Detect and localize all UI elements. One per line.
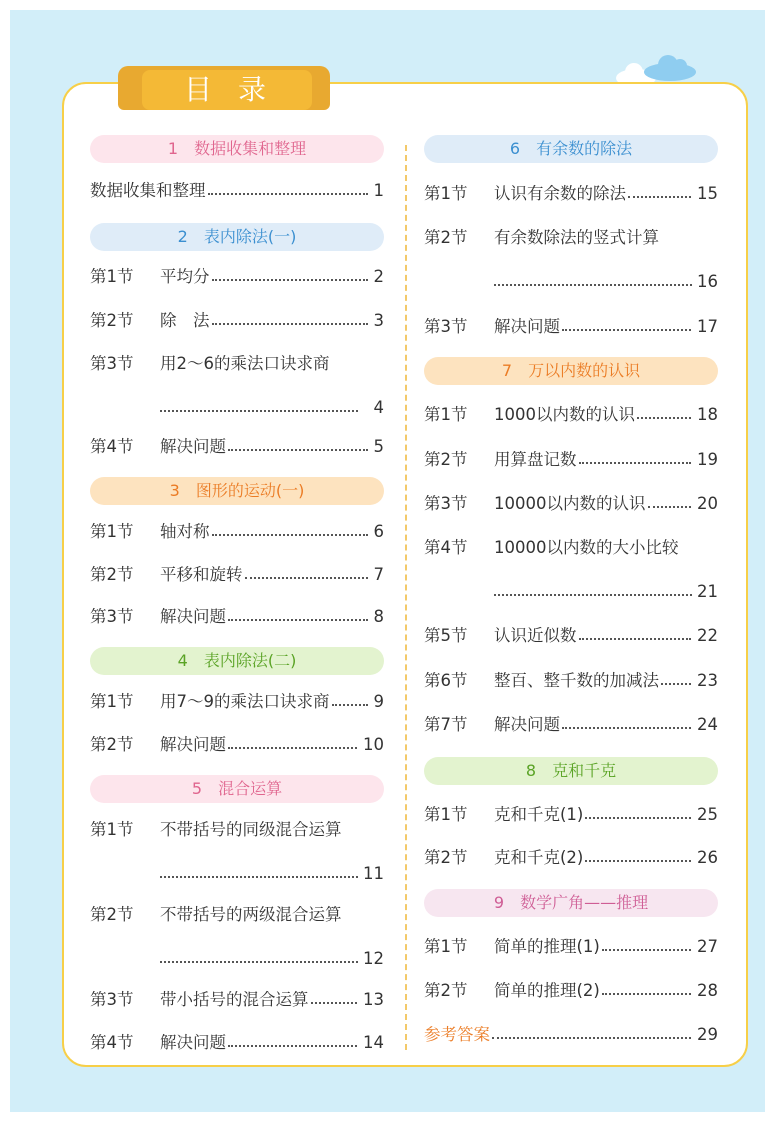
entry-title: 有余数除法的竖式计算 bbox=[494, 228, 659, 247]
page-number: 6 bbox=[373, 522, 384, 541]
section-number: 第1节 bbox=[424, 405, 468, 424]
section-number: 第5节 bbox=[424, 626, 468, 645]
page-number: 11 bbox=[363, 864, 384, 883]
toc-entry[interactable] bbox=[424, 669, 718, 693]
entry-title: 带小括号的混合运算 bbox=[160, 990, 309, 1009]
page-number: 23 bbox=[697, 671, 718, 690]
toc-entry[interactable] bbox=[90, 520, 384, 544]
page-number: 24 bbox=[697, 715, 718, 734]
toc-entry[interactable] bbox=[90, 903, 384, 971]
section-number: 第1节 bbox=[90, 522, 134, 541]
toc-entry[interactable] bbox=[90, 179, 384, 203]
entry-title: 10000以内数的认识 bbox=[494, 494, 646, 513]
section-number: 第7节 bbox=[424, 715, 468, 734]
page-number: 20 bbox=[697, 494, 718, 513]
dot-leader bbox=[332, 704, 368, 706]
toc-entry[interactable] bbox=[90, 988, 384, 1012]
entry-title: 除 法 bbox=[160, 311, 210, 330]
answers-title: 参考答案 bbox=[424, 1025, 490, 1044]
entry-title: 平均分 bbox=[160, 267, 210, 286]
toc-entry[interactable] bbox=[90, 309, 384, 333]
column-divider bbox=[405, 145, 407, 1050]
entry-title: 简单的推理(1) bbox=[494, 937, 600, 956]
unit-8-heading: 8 克和千克 bbox=[424, 757, 718, 785]
section-number: 第1节 bbox=[90, 820, 134, 839]
unit-7-heading: 7 万以内数的认识 bbox=[424, 357, 718, 385]
unit-4-heading: 4 表内除法(二) bbox=[90, 647, 384, 675]
dot-leader bbox=[311, 1002, 358, 1004]
entry-title: 10000以内数的大小比较 bbox=[494, 538, 679, 557]
entry-title: 解决问题 bbox=[160, 735, 226, 754]
section-number: 第1节 bbox=[424, 937, 468, 956]
page-number: 26 bbox=[697, 848, 718, 867]
page-number: 17 bbox=[697, 317, 718, 336]
section-number: 第3节 bbox=[90, 990, 134, 1009]
dot-leader bbox=[228, 449, 368, 451]
dot-leader bbox=[160, 876, 358, 878]
toc-entry[interactable] bbox=[90, 563, 384, 587]
dot-leader bbox=[562, 727, 691, 729]
page-number: 14 bbox=[363, 1033, 384, 1052]
unit-1-heading: 1 数据收集和整理 bbox=[90, 135, 384, 163]
toc-entry[interactable] bbox=[90, 733, 384, 757]
entry-title: 平移和旋转 bbox=[160, 565, 243, 584]
dot-leader bbox=[160, 961, 358, 963]
entry-title: 认识近似数 bbox=[494, 626, 577, 645]
page-number: 1 bbox=[373, 181, 384, 200]
section-number: 第2节 bbox=[90, 311, 134, 330]
page-number: 2 bbox=[373, 267, 384, 286]
entry-title: 解决问题 bbox=[160, 607, 226, 626]
toc-entry[interactable] bbox=[90, 818, 384, 886]
page-number: 16 bbox=[697, 272, 718, 291]
page-number: 8 bbox=[373, 607, 384, 626]
dot-leader bbox=[212, 323, 368, 325]
entry-title: 不带括号的同级混合运算 bbox=[160, 820, 342, 839]
entry-title: 1000以内数的认识 bbox=[494, 405, 635, 424]
section-number: 第1节 bbox=[424, 805, 468, 824]
page-number: 19 bbox=[697, 450, 718, 469]
entry-title: 克和千克(2) bbox=[494, 848, 584, 867]
dot-leader bbox=[160, 410, 358, 412]
page-number: 5 bbox=[373, 437, 384, 456]
entry-title: 整百、整千数的加减法 bbox=[494, 671, 659, 690]
section-number: 第3节 bbox=[424, 317, 468, 336]
toc-entry[interactable] bbox=[424, 624, 718, 648]
entry-title: 用2～6的乘法口诀求商 bbox=[160, 354, 330, 373]
unit-9-heading: 9 数学广角——推理 bbox=[424, 889, 718, 917]
toc-entry[interactable] bbox=[424, 713, 718, 737]
toc-entry[interactable] bbox=[424, 182, 718, 206]
section-number: 第4节 bbox=[90, 437, 134, 456]
section-number: 第1节 bbox=[424, 184, 468, 203]
toc-entry[interactable] bbox=[90, 605, 384, 629]
entry-title: 克和千克(1) bbox=[494, 805, 584, 824]
toc-entry[interactable] bbox=[424, 979, 718, 1003]
unit-3-heading: 3 图形的运动(一) bbox=[90, 477, 384, 505]
section-number: 第2节 bbox=[90, 565, 134, 584]
dot-leader bbox=[212, 279, 368, 281]
toc-entry[interactable] bbox=[90, 265, 384, 289]
entry-title: 用7～9的乘法口诀求商 bbox=[160, 692, 330, 711]
unit-6-heading: 6 有余数的除法 bbox=[424, 135, 718, 163]
dot-leader bbox=[228, 1045, 357, 1047]
dot-leader bbox=[494, 594, 692, 596]
dot-leader bbox=[579, 462, 692, 464]
page-number: 27 bbox=[697, 937, 718, 956]
toc-entry[interactable] bbox=[90, 352, 384, 420]
unit-2-heading: 2 表内除法(一) bbox=[90, 223, 384, 251]
page-number: 18 bbox=[697, 405, 718, 424]
dot-leader bbox=[628, 196, 691, 198]
page-number: 10 bbox=[363, 735, 384, 754]
dot-leader bbox=[228, 619, 368, 621]
toc-entry[interactable] bbox=[424, 846, 718, 870]
dot-leader bbox=[585, 817, 691, 819]
dot-leader bbox=[661, 683, 691, 685]
toc-entry[interactable] bbox=[424, 226, 718, 294]
section-number: 第3节 bbox=[90, 607, 134, 626]
toc-entry[interactable] bbox=[90, 1031, 384, 1055]
section-number: 第4节 bbox=[424, 538, 468, 557]
section-number: 第2节 bbox=[424, 450, 468, 469]
page-number: 22 bbox=[697, 626, 718, 645]
entry-title: 解决问题 bbox=[494, 715, 560, 734]
toc-entry[interactable] bbox=[424, 492, 718, 516]
entry-title: 不带括号的两级混合运算 bbox=[160, 905, 342, 924]
answers-entry[interactable] bbox=[424, 1023, 718, 1047]
dot-leader bbox=[228, 747, 357, 749]
page-number: 15 bbox=[697, 184, 718, 203]
section-number: 第1节 bbox=[90, 692, 134, 711]
toc-entry[interactable] bbox=[90, 690, 384, 714]
toc-entry[interactable] bbox=[90, 435, 384, 459]
unit-5-heading: 5 混合运算 bbox=[90, 775, 384, 803]
page-number: 4 bbox=[373, 398, 384, 417]
dot-leader bbox=[648, 506, 692, 508]
dot-leader bbox=[602, 993, 691, 995]
page-title: 目录 bbox=[142, 70, 312, 110]
entry-title: 认识有余数的除法 bbox=[494, 184, 626, 203]
page-number: 29 bbox=[697, 1025, 718, 1044]
entry-title: 解决问题 bbox=[160, 1033, 226, 1052]
section-number: 第6节 bbox=[424, 671, 468, 690]
section-number: 第2节 bbox=[90, 905, 134, 924]
section-number: 第3节 bbox=[424, 494, 468, 513]
dot-leader bbox=[637, 417, 691, 419]
dot-leader bbox=[245, 577, 368, 579]
section-number: 第2节 bbox=[424, 228, 468, 247]
entry-title: 简单的推理(2) bbox=[494, 981, 600, 1000]
section-number: 第2节 bbox=[424, 981, 468, 1000]
section-number: 第4节 bbox=[90, 1033, 134, 1052]
entry-title: 轴对称 bbox=[160, 522, 210, 541]
page-number: 9 bbox=[373, 692, 384, 711]
toc-entry[interactable] bbox=[424, 935, 718, 959]
page-number: 3 bbox=[373, 311, 384, 330]
toc-entry[interactable] bbox=[424, 315, 718, 339]
dot-leader bbox=[585, 860, 691, 862]
page-number: 28 bbox=[697, 981, 718, 1000]
dot-leader bbox=[494, 284, 692, 286]
toc-entry[interactable] bbox=[424, 448, 718, 472]
page-number: 7 bbox=[373, 565, 384, 584]
page-number: 21 bbox=[697, 582, 718, 601]
section-number: 第2节 bbox=[90, 735, 134, 754]
page-number: 13 bbox=[363, 990, 384, 1009]
entry-title: 解决问题 bbox=[160, 437, 226, 456]
page-number: 12 bbox=[363, 949, 384, 968]
dot-leader bbox=[212, 534, 368, 536]
entry-title: 解决问题 bbox=[494, 317, 560, 336]
page-number: 25 bbox=[697, 805, 718, 824]
entry-title: 用算盘记数 bbox=[494, 450, 577, 469]
toc-entry[interactable] bbox=[424, 536, 718, 604]
section-number: 第1节 bbox=[90, 267, 134, 286]
section-number: 第3节 bbox=[90, 354, 134, 373]
dot-leader bbox=[492, 1037, 691, 1039]
dot-leader bbox=[562, 329, 691, 331]
toc-entry[interactable] bbox=[424, 803, 718, 827]
dot-leader bbox=[579, 638, 692, 640]
section-number: 第2节 bbox=[424, 848, 468, 867]
dot-leader bbox=[602, 949, 691, 951]
dot-leader bbox=[208, 193, 368, 195]
entry-title: 数据收集和整理 bbox=[90, 181, 206, 200]
toc-entry[interactable] bbox=[424, 403, 718, 427]
